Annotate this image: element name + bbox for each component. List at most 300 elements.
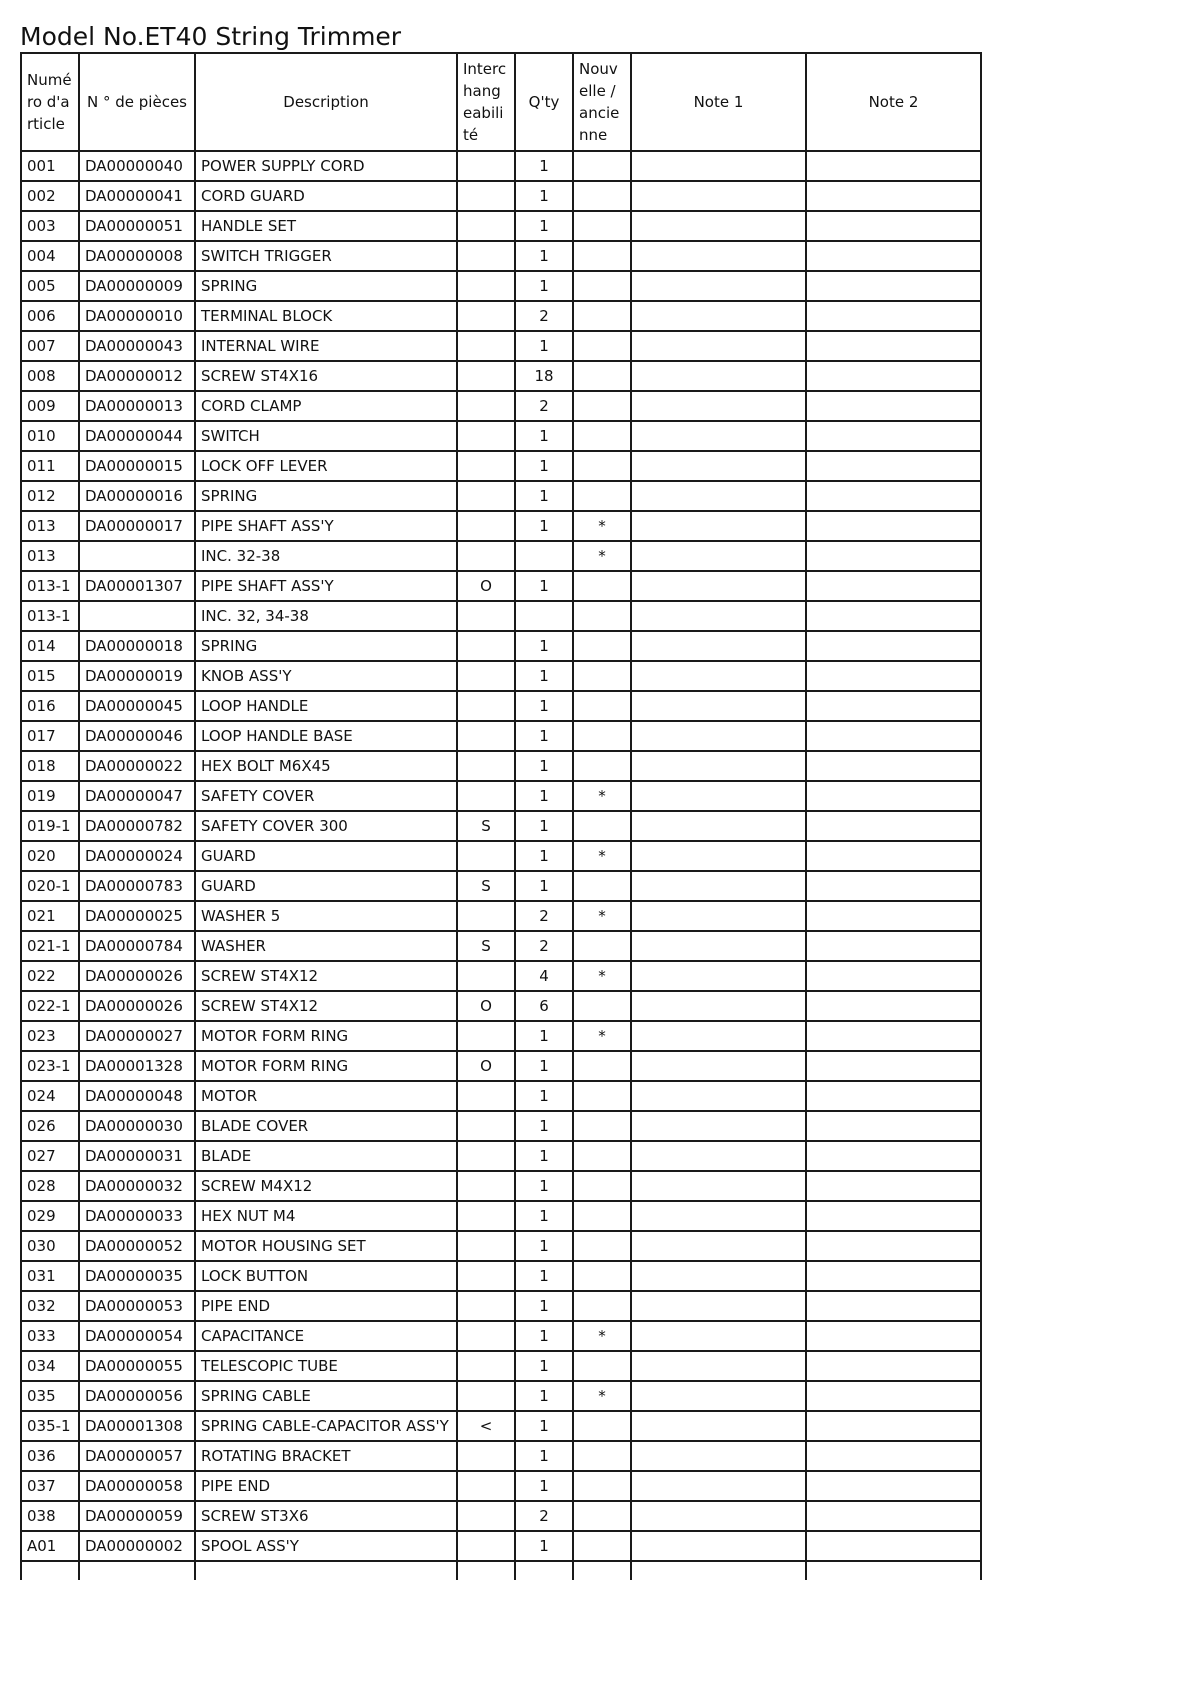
cell-description: MOTOR HOUSING SET — [195, 1231, 457, 1261]
cell-description: HEX NUT M4 — [195, 1201, 457, 1231]
cell-new-old — [573, 1351, 631, 1381]
cell-note-2 — [806, 931, 981, 961]
cell-description: PIPE SHAFT ASS'Y — [195, 511, 457, 541]
header-description: Description — [195, 53, 457, 151]
cell-note-1 — [631, 811, 806, 841]
cell-new-old — [573, 1081, 631, 1111]
table-row — [21, 661, 981, 691]
cell-description: WASHER — [195, 931, 457, 961]
cell-part-number: DA00000012 — [79, 361, 195, 391]
cell-description: SPRING CABLE-CAPACITOR ASS'Y — [195, 1411, 457, 1441]
cell-part-number: DA00000018 — [79, 631, 195, 661]
cell-part-number: DA00000009 — [79, 271, 195, 301]
cell-interchangeability — [457, 1201, 515, 1231]
cell-quantity: 1 — [515, 1171, 573, 1201]
cell-note-2 — [806, 721, 981, 751]
cell-description: INTERNAL WIRE — [195, 331, 457, 361]
cell-note-2 — [806, 1321, 981, 1351]
cell-description: SCREW ST4X16 — [195, 361, 457, 391]
cell-note-2 — [806, 1201, 981, 1231]
cell-empty — [195, 1561, 457, 1580]
cell-new-old — [573, 661, 631, 691]
cell-item-number: 007 — [21, 331, 79, 361]
cell-quantity: 1 — [515, 721, 573, 751]
cell-empty — [631, 1561, 806, 1580]
cell-interchangeability — [457, 1441, 515, 1471]
cell-note-2 — [806, 1531, 981, 1561]
cell-part-number: DA00000045 — [79, 691, 195, 721]
cell-new-old — [573, 421, 631, 451]
cell-note-2 — [806, 1351, 981, 1381]
cell-new-old — [573, 601, 631, 631]
cell-item-number: A01 — [21, 1531, 79, 1561]
cell-quantity: 1 — [515, 811, 573, 841]
cell-note-1 — [631, 1351, 806, 1381]
table-row — [21, 1141, 981, 1171]
cell-quantity: 1 — [515, 1141, 573, 1171]
cell-description: BLADE — [195, 1141, 457, 1171]
cell-part-number: DA00001308 — [79, 1411, 195, 1441]
table-row — [21, 1351, 981, 1381]
cell-description: CORD CLAMP — [195, 391, 457, 421]
cell-description: HANDLE SET — [195, 211, 457, 241]
table-row — [21, 1051, 981, 1081]
cell-new-old: * — [573, 901, 631, 931]
cell-part-number: DA00000782 — [79, 811, 195, 841]
cell-note-1 — [631, 1291, 806, 1321]
cell-quantity: 1 — [515, 1021, 573, 1051]
table-row — [21, 481, 981, 511]
cell-note-1 — [631, 601, 806, 631]
cell-item-number: 020 — [21, 841, 79, 871]
cell-item-number: 022-1 — [21, 991, 79, 1021]
cell-new-old — [573, 1261, 631, 1291]
cell-note-2 — [806, 1381, 981, 1411]
cell-new-old — [573, 151, 631, 181]
cell-description: LOOP HANDLE — [195, 691, 457, 721]
header-new-old: Nouvelle / ancienne — [573, 53, 631, 151]
table-row — [21, 1231, 981, 1261]
table-row — [21, 841, 981, 871]
cell-quantity: 1 — [515, 1081, 573, 1111]
cell-item-number: 001 — [21, 151, 79, 181]
cell-description: LOOP HANDLE BASE — [195, 721, 457, 751]
cell-item-number: 027 — [21, 1141, 79, 1171]
table-row — [21, 1471, 981, 1501]
cell-new-old — [573, 271, 631, 301]
cell-quantity: 1 — [515, 1321, 573, 1351]
cell-description: MOTOR FORM RING — [195, 1051, 457, 1081]
cell-part-number: DA00000010 — [79, 301, 195, 331]
cell-item-number: 015 — [21, 661, 79, 691]
table-row — [21, 421, 981, 451]
cell-note-1 — [631, 451, 806, 481]
table-row — [21, 781, 981, 811]
cell-interchangeability — [457, 391, 515, 421]
header-item-number: Numéro d'article — [21, 53, 79, 151]
cell-note-1 — [631, 391, 806, 421]
cell-item-number: 023-1 — [21, 1051, 79, 1081]
cell-description: POWER SUPPLY CORD — [195, 151, 457, 181]
header-interchangeability: Interchangeabilité — [457, 53, 515, 151]
cell-note-1 — [631, 631, 806, 661]
cell-interchangeability — [457, 901, 515, 931]
cell-interchangeability — [457, 1501, 515, 1531]
cell-quantity: 1 — [515, 1051, 573, 1081]
cell-interchangeability — [457, 541, 515, 571]
cell-item-number: 013 — [21, 541, 79, 571]
cell-quantity: 1 — [515, 631, 573, 661]
cell-empty — [806, 1561, 981, 1580]
table-row — [21, 1201, 981, 1231]
cell-part-number: DA00000784 — [79, 931, 195, 961]
cell-note-1 — [631, 511, 806, 541]
cell-description: SAFETY COVER — [195, 781, 457, 811]
cell-note-1 — [631, 661, 806, 691]
cell-note-1 — [631, 1501, 806, 1531]
cell-part-number: DA00000052 — [79, 1231, 195, 1261]
cell-quantity: 2 — [515, 1501, 573, 1531]
cell-interchangeability — [457, 661, 515, 691]
cell-quantity: 1 — [515, 1351, 573, 1381]
cell-quantity: 1 — [515, 841, 573, 871]
cell-note-1 — [631, 1381, 806, 1411]
cell-description: TELESCOPIC TUBE — [195, 1351, 457, 1381]
table-row — [21, 1081, 981, 1111]
cell-description: MOTOR FORM RING — [195, 1021, 457, 1051]
cell-description: SPRING — [195, 631, 457, 661]
cell-note-2 — [806, 421, 981, 451]
cell-note-1 — [631, 421, 806, 451]
cell-new-old — [573, 1291, 631, 1321]
cell-item-number: 002 — [21, 181, 79, 211]
cell-note-1 — [631, 271, 806, 301]
cell-new-old — [573, 241, 631, 271]
table-row — [21, 1021, 981, 1051]
cell-note-2 — [806, 1111, 981, 1141]
table-row-continuation — [21, 1561, 981, 1580]
table-row — [21, 511, 981, 541]
cell-quantity: 1 — [515, 421, 573, 451]
cell-part-number: DA00000022 — [79, 751, 195, 781]
cell-new-old — [573, 1201, 631, 1231]
cell-quantity: 1 — [515, 151, 573, 181]
cell-note-1 — [631, 1231, 806, 1261]
cell-note-1 — [631, 541, 806, 571]
cell-note-2 — [806, 181, 981, 211]
cell-new-old — [573, 1171, 631, 1201]
cell-interchangeability — [457, 1531, 515, 1561]
cell-new-old — [573, 931, 631, 961]
cell-note-1 — [631, 841, 806, 871]
cell-item-number: 033 — [21, 1321, 79, 1351]
cell-interchangeability — [457, 961, 515, 991]
cell-interchangeability — [457, 1351, 515, 1381]
cell-item-number: 013-1 — [21, 601, 79, 631]
cell-new-old — [573, 631, 631, 661]
cell-new-old — [573, 991, 631, 1021]
cell-description: SWITCH TRIGGER — [195, 241, 457, 271]
cell-note-2 — [806, 541, 981, 571]
cell-note-2 — [806, 631, 981, 661]
cell-note-2 — [806, 991, 981, 1021]
cell-quantity: 1 — [515, 1111, 573, 1141]
cell-interchangeability — [457, 1381, 515, 1411]
cell-description: SCREW ST4X12 — [195, 961, 457, 991]
cell-item-number: 019-1 — [21, 811, 79, 841]
cell-note-2 — [806, 391, 981, 421]
table-row — [21, 331, 981, 361]
cell-interchangeability — [457, 601, 515, 631]
table-row — [21, 1261, 981, 1291]
cell-description: INC. 32-38 — [195, 541, 457, 571]
table-row — [21, 181, 981, 211]
cell-item-number: 026 — [21, 1111, 79, 1141]
cell-part-number: DA00000048 — [79, 1081, 195, 1111]
cell-empty — [573, 1561, 631, 1580]
cell-item-number: 030 — [21, 1231, 79, 1261]
cell-part-number: DA00000026 — [79, 961, 195, 991]
cell-item-number: 010 — [21, 421, 79, 451]
cell-interchangeability: O — [457, 571, 515, 601]
cell-note-2 — [806, 1261, 981, 1291]
cell-part-number: DA00000051 — [79, 211, 195, 241]
cell-new-old — [573, 211, 631, 241]
cell-quantity: 2 — [515, 901, 573, 931]
cell-new-old — [573, 1471, 631, 1501]
cell-quantity: 1 — [515, 781, 573, 811]
cell-new-old — [573, 1231, 631, 1261]
cell-item-number: 022 — [21, 961, 79, 991]
cell-item-number: 020-1 — [21, 871, 79, 901]
table-row — [21, 1411, 981, 1441]
cell-item-number: 034 — [21, 1351, 79, 1381]
cell-quantity: 1 — [515, 331, 573, 361]
cell-description: KNOB ASS'Y — [195, 661, 457, 691]
cell-part-number: DA00000027 — [79, 1021, 195, 1051]
cell-note-2 — [806, 1441, 981, 1471]
cell-interchangeability — [457, 241, 515, 271]
cell-item-number: 035-1 — [21, 1411, 79, 1441]
cell-note-1 — [631, 1141, 806, 1171]
cell-description: SPRING — [195, 481, 457, 511]
cell-note-1 — [631, 331, 806, 361]
cell-interchangeability — [457, 301, 515, 331]
cell-note-2 — [806, 361, 981, 391]
cell-quantity: 1 — [515, 181, 573, 211]
cell-description: SPRING CABLE — [195, 1381, 457, 1411]
cell-part-number: DA00000056 — [79, 1381, 195, 1411]
cell-note-2 — [806, 1231, 981, 1261]
cell-part-number: DA00000013 — [79, 391, 195, 421]
cell-new-old: * — [573, 541, 631, 571]
cell-note-2 — [806, 1471, 981, 1501]
cell-note-1 — [631, 961, 806, 991]
cell-quantity: 1 — [515, 1201, 573, 1231]
cell-quantity: 4 — [515, 961, 573, 991]
cell-quantity: 2 — [515, 301, 573, 331]
cell-quantity: 1 — [515, 1531, 573, 1561]
table-row — [21, 1291, 981, 1321]
cell-description: SPOOL ASS'Y — [195, 1531, 457, 1561]
cell-new-old — [573, 391, 631, 421]
table-row — [21, 1531, 981, 1561]
cell-part-number: DA00000016 — [79, 481, 195, 511]
cell-note-1 — [631, 1441, 806, 1471]
cell-note-1 — [631, 781, 806, 811]
cell-part-number: DA00000783 — [79, 871, 195, 901]
cell-description: BLADE COVER — [195, 1111, 457, 1141]
table-row — [21, 991, 981, 1021]
cell-part-number: DA00000008 — [79, 241, 195, 271]
cell-note-2 — [806, 1501, 981, 1531]
cell-new-old — [573, 331, 631, 361]
cell-interchangeability — [457, 1231, 515, 1261]
table-row — [21, 1321, 981, 1351]
cell-item-number: 009 — [21, 391, 79, 421]
cell-new-old — [573, 1141, 631, 1171]
cell-note-1 — [631, 181, 806, 211]
cell-note-2 — [806, 841, 981, 871]
cell-quantity: 1 — [515, 481, 573, 511]
cell-note-1 — [631, 1531, 806, 1561]
cell-note-1 — [631, 241, 806, 271]
table-row — [21, 961, 981, 991]
cell-item-number: 021 — [21, 901, 79, 931]
cell-note-2 — [806, 211, 981, 241]
cell-new-old — [573, 1411, 631, 1441]
cell-item-number: 018 — [21, 751, 79, 781]
cell-note-2 — [806, 601, 981, 631]
cell-quantity: 1 — [515, 271, 573, 301]
cell-quantity — [515, 541, 573, 571]
table-row — [21, 301, 981, 331]
table-row — [21, 631, 981, 661]
cell-interchangeability — [457, 841, 515, 871]
cell-part-number: DA00000019 — [79, 661, 195, 691]
cell-note-1 — [631, 481, 806, 511]
cell-description: LOCK BUTTON — [195, 1261, 457, 1291]
cell-interchangeability — [457, 361, 515, 391]
cell-interchangeability — [457, 721, 515, 751]
parts-table-body — [21, 151, 981, 1580]
cell-interchangeability — [457, 1141, 515, 1171]
table-row — [21, 751, 981, 781]
table-row — [21, 871, 981, 901]
cell-new-old — [573, 751, 631, 781]
table-header-row — [21, 53, 981, 151]
cell-part-number: DA00000058 — [79, 1471, 195, 1501]
cell-part-number: DA00000032 — [79, 1171, 195, 1201]
cell-part-number: DA00000047 — [79, 781, 195, 811]
cell-item-number: 016 — [21, 691, 79, 721]
cell-note-2 — [806, 1411, 981, 1441]
cell-interchangeability — [457, 511, 515, 541]
cell-item-number: 031 — [21, 1261, 79, 1291]
cell-description: LOCK OFF LEVER — [195, 451, 457, 481]
cell-item-number: 013 — [21, 511, 79, 541]
cell-new-old — [573, 721, 631, 751]
cell-new-old — [573, 301, 631, 331]
cell-item-number: 023 — [21, 1021, 79, 1051]
table-row — [21, 451, 981, 481]
cell-new-old: * — [573, 511, 631, 541]
cell-part-number: DA00000053 — [79, 1291, 195, 1321]
cell-note-2 — [806, 691, 981, 721]
cell-part-number: DA00000055 — [79, 1351, 195, 1381]
cell-note-1 — [631, 1201, 806, 1231]
cell-empty — [21, 1561, 79, 1580]
cell-description: WASHER 5 — [195, 901, 457, 931]
cell-part-number: DA00000030 — [79, 1111, 195, 1141]
cell-empty — [79, 1561, 195, 1580]
table-row — [21, 1111, 981, 1141]
cell-part-number: DA00000059 — [79, 1501, 195, 1531]
cell-new-old — [573, 571, 631, 601]
cell-interchangeability: S — [457, 811, 515, 841]
cell-quantity: 1 — [515, 1381, 573, 1411]
cell-interchangeability — [457, 1471, 515, 1501]
cell-interchangeability — [457, 211, 515, 241]
cell-note-1 — [631, 151, 806, 181]
cell-note-2 — [806, 661, 981, 691]
cell-description: PIPE END — [195, 1471, 457, 1501]
cell-note-2 — [806, 451, 981, 481]
table-row — [21, 571, 981, 601]
cell-part-number: DA00000024 — [79, 841, 195, 871]
cell-quantity: 1 — [515, 871, 573, 901]
table-row — [21, 1441, 981, 1471]
cell-quantity: 18 — [515, 361, 573, 391]
cell-note-2 — [806, 1171, 981, 1201]
cell-interchangeability — [457, 1171, 515, 1201]
cell-quantity: 1 — [515, 661, 573, 691]
cell-description: GUARD — [195, 841, 457, 871]
cell-quantity: 1 — [515, 241, 573, 271]
cell-note-2 — [806, 301, 981, 331]
cell-new-old — [573, 451, 631, 481]
cell-interchangeability: S — [457, 871, 515, 901]
cell-interchangeability — [457, 781, 515, 811]
cell-quantity: 2 — [515, 931, 573, 961]
cell-quantity: 1 — [515, 1471, 573, 1501]
cell-quantity: 6 — [515, 991, 573, 1021]
cell-item-number: 005 — [21, 271, 79, 301]
cell-interchangeability — [457, 1081, 515, 1111]
cell-new-old — [573, 1501, 631, 1531]
cell-note-2 — [806, 781, 981, 811]
header-note-2: Note 2 — [806, 53, 981, 151]
cell-note-1 — [631, 301, 806, 331]
cell-note-1 — [631, 721, 806, 751]
table-row — [21, 391, 981, 421]
cell-new-old — [573, 1111, 631, 1141]
cell-description: PIPE END — [195, 1291, 457, 1321]
cell-quantity: 1 — [515, 451, 573, 481]
cell-part-number: DA00001328 — [79, 1051, 195, 1081]
cell-note-1 — [631, 1081, 806, 1111]
cell-item-number: 024 — [21, 1081, 79, 1111]
cell-note-2 — [806, 331, 981, 361]
table-row — [21, 151, 981, 181]
cell-item-number: 013-1 — [21, 571, 79, 601]
cell-note-1 — [631, 1051, 806, 1081]
cell-part-number: DA00000046 — [79, 721, 195, 751]
table-row — [21, 721, 981, 751]
cell-description: INC. 32, 34-38 — [195, 601, 457, 631]
cell-item-number: 012 — [21, 481, 79, 511]
cell-quantity: 1 — [515, 1291, 573, 1321]
